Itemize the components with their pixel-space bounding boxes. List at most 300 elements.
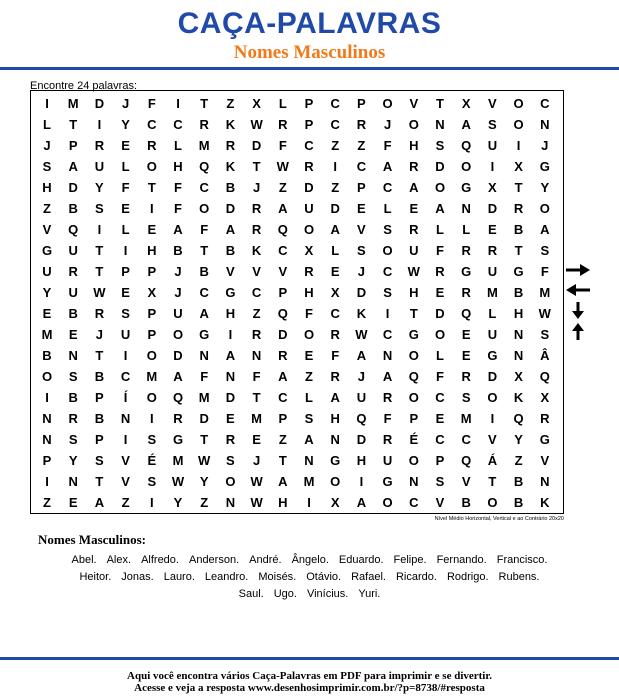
grid-letter: R	[330, 327, 340, 342]
grid-letter: B	[94, 411, 105, 426]
grid-letter: P	[95, 390, 104, 405]
word-item: Anderson.	[188, 554, 240, 566]
grid-letter: B	[225, 243, 236, 258]
grid-letter: X	[514, 159, 523, 174]
grid-letter: S	[435, 138, 445, 153]
grid-letter: J	[357, 369, 365, 384]
grid-letter: N	[330, 432, 340, 447]
grid-letter: D	[487, 201, 498, 216]
grid-letter: Q	[539, 369, 550, 384]
grid-letter: B	[225, 180, 236, 195]
grid-letter: C	[435, 432, 445, 447]
grid-letter: X	[488, 180, 497, 195]
grid-letter: R	[68, 411, 78, 426]
grid-row	[31, 135, 563, 156]
grid-letter: F	[436, 243, 444, 258]
grid-letter: X	[330, 495, 340, 510]
grid-letter: B	[199, 264, 209, 279]
grid-letter: D	[356, 432, 367, 447]
grid-letter: T	[200, 243, 209, 258]
word-item: Felipe.	[393, 554, 427, 566]
grid-letter: E	[147, 222, 157, 237]
grid-letter: R	[94, 306, 105, 321]
grid-letter: V	[252, 264, 261, 279]
grid-letter: Z	[200, 495, 209, 510]
grid-letter: T	[95, 474, 104, 489]
grid-letter: R	[409, 159, 419, 174]
grid-letter: Á	[487, 453, 498, 468]
grid-letter: J	[174, 285, 182, 300]
grid-letter: W	[407, 264, 420, 279]
arrow-right-icon	[565, 264, 591, 276]
grid-letter: A	[68, 159, 78, 174]
grid-letter: V	[488, 432, 497, 447]
grid-letter: E	[357, 201, 366, 216]
grid-letter: Q	[461, 138, 472, 153]
grid-letter: R	[147, 138, 157, 153]
grid-letter: O	[408, 453, 419, 468]
grid-letter: T	[252, 159, 261, 174]
grid-letter: S	[540, 243, 550, 258]
grid-letter: M	[67, 96, 79, 111]
grid-letter: E	[121, 201, 130, 216]
word-search-grid	[30, 90, 564, 514]
grid-letter: O	[382, 495, 393, 510]
grid-letter: R	[251, 201, 262, 216]
grid-row	[31, 408, 563, 429]
grid-letter: F	[174, 180, 182, 195]
grid-letter: F	[383, 138, 392, 153]
grid-letter: O	[408, 348, 419, 363]
grid-letter: I	[307, 495, 311, 510]
grid-letter: C	[330, 306, 340, 321]
grid-letter: X	[252, 96, 261, 111]
grid-letter: X	[330, 285, 340, 300]
grid-letter: Z	[331, 138, 340, 153]
grid-letter: F	[200, 222, 209, 237]
grid-letter: F	[147, 96, 156, 111]
grid-letter: X	[147, 285, 157, 300]
grid-letter: O	[146, 348, 157, 363]
grid-letter: A	[435, 201, 445, 216]
grid-letter: R	[225, 432, 236, 447]
grid-letter: U	[68, 285, 78, 300]
grid-letter: C	[435, 390, 445, 405]
grid-letter: R	[487, 243, 498, 258]
grid-letter: I	[97, 117, 102, 132]
grid-letter: F	[200, 369, 209, 384]
grid-letter: R	[278, 117, 288, 132]
grid-letter: G	[461, 264, 472, 279]
grid-letter: B	[68, 306, 78, 321]
grid-letter: U	[173, 306, 183, 321]
grid-letter: E	[304, 348, 314, 363]
grid-letter: P	[409, 411, 419, 426]
grid-letter: I	[149, 201, 154, 216]
grid-letter: E	[330, 264, 340, 279]
grid-letter: F	[383, 411, 392, 426]
grid-letter: I	[385, 306, 390, 321]
grid-letter: P	[95, 432, 104, 447]
grid-letter: V	[42, 222, 52, 237]
grid-letter: G	[513, 264, 524, 279]
grid-letter: A	[94, 495, 105, 510]
grid-letter: A	[540, 222, 550, 237]
grid-letter: R	[356, 117, 367, 132]
grid-row	[31, 282, 563, 303]
grid-letter: R	[199, 117, 209, 132]
grid-letter: J	[121, 96, 130, 111]
grid-letter: H	[513, 306, 524, 321]
grid-letter: L	[43, 117, 51, 132]
grid-letter: P	[357, 96, 366, 111]
grid-letter: E	[121, 285, 130, 300]
grid-letter: U	[487, 264, 498, 279]
grid-letter: W	[93, 285, 106, 300]
grid-letter: V	[461, 474, 471, 489]
grid-letter: R	[225, 138, 236, 153]
grid-letter: R	[382, 432, 393, 447]
grid-letter: I	[490, 159, 495, 174]
grid-letter: Â	[540, 348, 550, 363]
grid-row	[31, 366, 563, 387]
grid-letter: C	[304, 138, 314, 153]
grid-letter: A	[382, 369, 393, 384]
arrow-up-icon	[565, 322, 591, 340]
grid-letter: L	[174, 138, 182, 153]
grid-letter: N	[42, 432, 52, 447]
grid-row	[31, 450, 563, 471]
grid-letter: B	[94, 369, 105, 384]
word-item: Saul.	[238, 588, 264, 600]
grid-letter: A	[330, 222, 340, 237]
grid-row	[31, 156, 563, 177]
grid-letter: S	[304, 411, 314, 426]
grid-letter: L	[436, 348, 444, 363]
grid-letter: A	[225, 348, 236, 363]
grid-letter: D	[251, 138, 262, 153]
grid-letter: O	[199, 201, 210, 216]
word-item: Rafael.	[351, 571, 386, 583]
grid-letter: Y	[199, 474, 209, 489]
grid-letter: G	[172, 432, 184, 447]
grid-row	[31, 261, 563, 282]
grid-letter: A	[278, 369, 288, 384]
grid-letter: R	[382, 390, 393, 405]
grid-letter: C	[120, 369, 131, 384]
grid-letter: W	[250, 495, 263, 510]
grid-letter: V	[121, 474, 130, 489]
grid-letter: Q	[461, 306, 472, 321]
grid-letter: C	[382, 180, 393, 195]
grid-letter: S	[540, 327, 550, 342]
grid-letter: Y	[514, 432, 523, 447]
word-item: Abel.	[71, 554, 97, 566]
grid-letter: V	[488, 96, 497, 111]
grid-letter: G	[225, 285, 236, 300]
grid-letter: A	[356, 495, 367, 510]
grid-letter: H	[147, 243, 157, 258]
grid-letter: P	[304, 117, 314, 132]
grid-letter: O	[461, 159, 472, 174]
grid-letter: E	[68, 327, 78, 342]
grid-letter: N	[68, 348, 78, 363]
grid-letter: W	[198, 453, 211, 468]
word-item: Eduardo.	[338, 554, 384, 566]
word-list	[0, 552, 619, 603]
grid-letter: Y	[121, 117, 130, 132]
grid-letter: L	[278, 96, 287, 111]
grid-letter: I	[176, 96, 180, 111]
grid-letter: D	[304, 180, 314, 195]
grid-letter: K	[251, 243, 262, 258]
grid-letter: O	[146, 159, 157, 174]
grid-letter: U	[120, 327, 131, 342]
grid-letter: I	[123, 243, 128, 258]
grid-letter: N	[225, 495, 236, 510]
grid-letter: G	[539, 159, 550, 174]
grid-letter: T	[95, 264, 104, 279]
word-item: Ricardo.	[395, 571, 437, 583]
grid-letter: Z	[305, 369, 313, 384]
instruction-text: Encontre 24 palavras:	[30, 80, 138, 92]
grid-letter: P	[68, 138, 78, 153]
grid-letter: P	[147, 264, 157, 279]
grid-letter: Í	[123, 390, 128, 405]
grid-letter: I	[45, 474, 49, 489]
grid-letter: O	[303, 222, 315, 237]
footer	[0, 670, 619, 694]
arrow-down-icon	[565, 302, 591, 320]
grid-letter: H	[42, 180, 52, 195]
grid-letter: V	[409, 96, 419, 111]
grid-letter: F	[331, 348, 340, 363]
grid-letter: Q	[277, 222, 288, 237]
grid-letter: J	[252, 453, 261, 468]
grid-letter: W	[250, 117, 263, 132]
grid-letter: C	[173, 117, 183, 132]
top-divider	[0, 67, 619, 70]
grid-letter: U	[304, 201, 314, 216]
word-item: Ugo.	[273, 588, 297, 600]
grid-row	[31, 471, 563, 492]
grid-letter: R	[68, 264, 78, 279]
grid-letter: P	[435, 453, 445, 468]
grid-letter: W	[171, 474, 185, 489]
grid-letter: I	[123, 432, 128, 447]
grid-letter: U	[94, 159, 105, 174]
grid-letter: G	[408, 327, 419, 342]
grid-letter: N	[199, 348, 209, 363]
grid-letter: T	[69, 117, 78, 132]
grid-letter: I	[123, 348, 128, 363]
grid-letter: H	[330, 411, 340, 426]
grid-letter: E	[252, 432, 261, 447]
grid-letter: G	[199, 327, 210, 342]
grid-letter: T	[252, 390, 261, 405]
grid-letter: I	[490, 411, 495, 426]
grid-letter: D	[225, 390, 236, 405]
grid-letter: R	[513, 201, 524, 216]
grid-letter: S	[226, 453, 235, 468]
grid-letter: U	[382, 453, 393, 468]
grid-letter: M	[303, 474, 315, 489]
level-note: Nível Médio Horizontal, Vertical e ao Contrário 20x20	[434, 516, 564, 522]
grid-letter: B	[513, 495, 524, 510]
grid-letter: C	[199, 180, 209, 195]
grid-letter: S	[461, 390, 471, 405]
grid-letter: C	[147, 117, 157, 132]
grid-letter: T	[436, 96, 444, 111]
grid-letter: A	[225, 222, 236, 237]
grid-letter: R	[304, 159, 314, 174]
grid-letter: R	[435, 264, 445, 279]
grid-letter: T	[95, 348, 104, 363]
grid-letter: M	[460, 411, 472, 426]
grid-letter: Y	[95, 180, 104, 195]
grid-letter: E	[68, 495, 78, 510]
grid-letter: O	[434, 327, 446, 342]
grid-letter: I	[516, 138, 521, 153]
grid-letter: C	[330, 117, 340, 132]
grid-row	[31, 93, 563, 114]
grid-letter: Z	[43, 495, 51, 510]
grid-letter: I	[149, 411, 154, 426]
word-item: Fernando.	[436, 554, 487, 566]
grid-letter: P	[278, 285, 288, 300]
grid-letter: Z	[121, 495, 130, 510]
grid-letter: J	[95, 327, 103, 342]
grid-letter: P	[147, 306, 157, 321]
grid-letter: L	[331, 243, 340, 258]
footer-line-1: Aqui você encontra vários Caça-Palavras em PDF para imprimir e se divertir.	[127, 670, 492, 682]
word-item: Jonas.	[121, 571, 154, 583]
word-item: Alfredo.	[141, 554, 179, 566]
grid-letter: W	[355, 327, 368, 342]
grid-letter: B	[68, 390, 78, 405]
grid-letter: E	[226, 411, 235, 426]
grid-letter: H	[225, 306, 236, 321]
word-item: Otávio.	[306, 571, 342, 583]
grid-letter: C	[278, 390, 288, 405]
direction-arrows	[565, 262, 591, 342]
page-subtitle: Nomes Masculinos	[233, 42, 386, 63]
grid-letter: Z	[43, 201, 51, 216]
word-item: Heitor.	[79, 571, 112, 583]
grid-letter: N	[382, 348, 393, 363]
grid-letter: U	[356, 390, 367, 405]
grid-letter: H	[356, 453, 367, 468]
grid-letter: L	[121, 159, 130, 174]
page-title: CAÇA-PALAVRAS	[177, 7, 442, 40]
word-item: Lauro.	[163, 571, 195, 583]
grid-letter: O	[172, 327, 184, 342]
grid-letter: N	[409, 474, 419, 489]
grid-letter: Q	[356, 411, 367, 426]
grid-letter: É	[147, 453, 157, 468]
grid-letter: J	[383, 117, 392, 132]
grid-letter: A	[356, 348, 367, 363]
grid-letter: N	[435, 117, 445, 132]
grid-letter: C	[382, 264, 393, 279]
grid-letter: E	[488, 222, 497, 237]
grid-letter: N	[540, 474, 550, 489]
word-item: Ângelo.	[291, 554, 329, 566]
grid-letter: L	[383, 201, 392, 216]
grid-letter: H	[278, 495, 288, 510]
grid-letter: D	[68, 180, 78, 195]
grid-letter: U	[68, 243, 78, 258]
grid-letter: A	[173, 369, 183, 384]
grid-letter: K	[225, 159, 236, 174]
grid-letter: N	[513, 327, 524, 342]
grid-letter: C	[330, 96, 340, 111]
grid-letter: J	[174, 264, 182, 279]
grid-letter: S	[95, 453, 104, 468]
grid-letter: F	[305, 306, 313, 321]
grid-letter: R	[173, 411, 183, 426]
grid-letter: I	[45, 96, 49, 111]
grid-letter: K	[513, 390, 524, 405]
grid-letter: E	[42, 306, 52, 321]
grid-letter: I	[359, 474, 364, 489]
grid-letter: H	[173, 159, 183, 174]
grid-letter: D	[356, 285, 367, 300]
grid-letter: G	[487, 348, 498, 363]
grid-letter: F	[252, 369, 261, 384]
grid-letter: G	[461, 180, 472, 195]
grid-letter: B	[513, 222, 524, 237]
grid-letter: S	[95, 201, 104, 216]
word-item: Vinícius.	[306, 588, 349, 600]
footer-line-2: Acesse e veja a resposta www.desenhosimprimir.com.br/?p=8738/#resposta	[134, 682, 485, 694]
grid-letter: Q	[172, 390, 184, 405]
grid-letter: V	[121, 453, 130, 468]
grid-letter: D	[173, 348, 183, 363]
grid-letter: N	[120, 411, 131, 426]
grid-letter: U	[487, 327, 498, 342]
grid-letter: R	[330, 369, 340, 384]
grid-row	[31, 387, 563, 408]
grid-letter: P	[357, 180, 366, 195]
grid-letter: J	[252, 180, 261, 195]
grid-letter: P	[278, 411, 288, 426]
grid-letter: V	[278, 264, 288, 279]
grid-letter: S	[383, 222, 392, 237]
grid-letter: T	[147, 180, 156, 195]
grid-letter: R	[251, 222, 262, 237]
grid-letter: U	[42, 264, 52, 279]
grid-letter: B	[513, 285, 524, 300]
grid-letter: S	[147, 432, 157, 447]
grid-letter: S	[68, 432, 78, 447]
grid-letter: E	[461, 348, 471, 363]
grid-letter: N	[225, 369, 236, 384]
grid-letter: D	[225, 201, 236, 216]
grid-letter: T	[278, 453, 287, 468]
grid-letter: D	[199, 411, 209, 426]
grid-letter: Y	[42, 285, 52, 300]
grid-letter: D	[278, 327, 288, 342]
grid-letter: D	[487, 369, 498, 384]
grid-row	[31, 492, 563, 513]
grid-letter: Q	[513, 411, 524, 426]
word-item: Yuri.	[358, 588, 381, 600]
grid-letter: C	[409, 495, 419, 510]
grid-letter: X	[304, 243, 314, 258]
grid-letter: I	[228, 327, 233, 342]
grid-row	[31, 429, 563, 450]
